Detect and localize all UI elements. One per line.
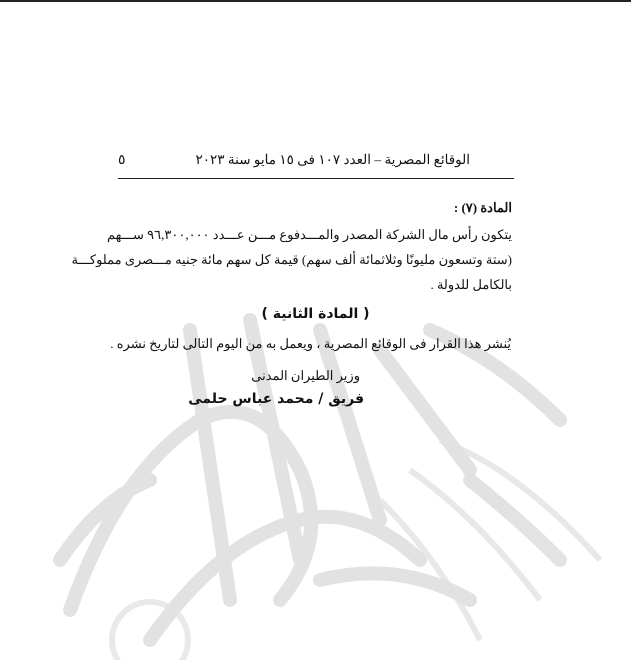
article-line-1: يتكون رأس مال الشركة المصدر والمـــدفوع مـــن عـــدد ٩٦,٣٠٠,٠٠٠ ســـهم — [106, 227, 512, 242]
article-line-2: (ستة وتسعون مليونًا وثلاثمائة ألف سهم) قيمة كل سهم مائة جنيه مـــصرى مملوكـــة — [71, 252, 512, 267]
article-heading: المادة (٧) : — [453, 200, 512, 215]
header-title: الوقائع المصرية – العدد ١٠٧ فى ١٥ مايو سنة ٢٠٢٣ — [195, 152, 470, 167]
top-border — [0, 0, 631, 2]
decree-text: يُنشر هذا القرار فى الوقائع المصرية ، ويعمل به من اليوم التالى لتاريخ نشره . — [110, 336, 511, 351]
header-divider — [118, 178, 514, 179]
minister-title: وزير الطيران المدنى — [251, 368, 360, 383]
section-heading — [0, 306, 631, 322]
section-heading-text: ( المادة الثانية ) — [261, 306, 370, 322]
page-number: ٥ — [118, 153, 126, 168]
minister-name: فريق / محمد عباس حلمى — [188, 391, 364, 407]
article-line-3: بالكامل للدولة . — [430, 277, 512, 292]
page-header — [118, 150, 514, 174]
